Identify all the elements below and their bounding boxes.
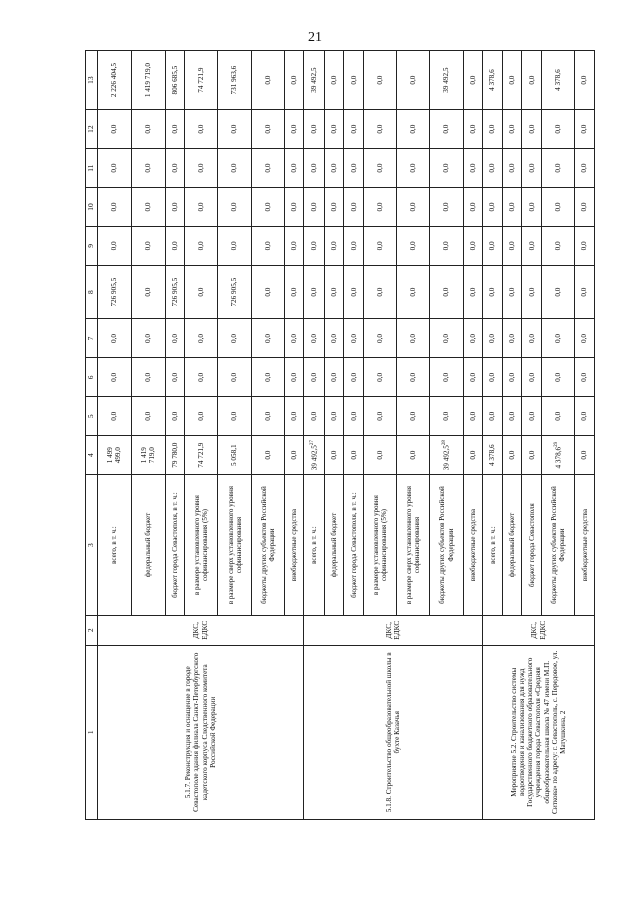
value-cell: 0,0 xyxy=(502,51,522,110)
funding-source: федеральный бюджет xyxy=(324,475,344,616)
value-cell: 0,0 xyxy=(344,436,364,475)
funding-source: в размере установленного уровня софинансирования (5%) xyxy=(364,475,397,616)
value-cell: 0,0 xyxy=(397,51,430,110)
value-cell: 0,0 xyxy=(542,149,575,188)
funding-source: бюджеты других субъектов Российской Федерации xyxy=(430,475,463,616)
funding-source: бюджет города Севастополя xyxy=(522,475,542,616)
value-cell: 0,0 xyxy=(575,319,595,358)
value-cell: 0,0 xyxy=(430,265,463,319)
value-cell: 39 492,5 xyxy=(304,51,324,110)
funding-source: бюджет города Севастополя, в т. ч.: xyxy=(344,475,364,616)
value-cell: 0,0 xyxy=(185,319,218,358)
value-cell: 0,0 xyxy=(522,188,542,227)
budget-table xyxy=(85,50,595,820)
value-cell: 0,0 xyxy=(575,265,595,319)
value-cell: 0,0 xyxy=(575,226,595,265)
value-cell: 0,0 xyxy=(97,188,131,227)
column-number: 10 xyxy=(86,188,98,227)
funding-source: в размере установленного уровня софинансирования (5%) xyxy=(185,475,218,616)
value-cell: 0,0 xyxy=(542,358,575,397)
funding-source: в размере сверх установленного уровня софинансирования xyxy=(397,475,430,616)
value-cell: 0,0 xyxy=(502,188,522,227)
funding-source: федеральный бюджет xyxy=(502,475,522,616)
value-cell: 0,0 xyxy=(185,358,218,397)
value-cell: 0,0 xyxy=(463,358,483,397)
value-cell: 0,0 xyxy=(542,226,575,265)
value-cell: 0,0 xyxy=(483,358,503,397)
value-cell: 0,0 xyxy=(304,319,324,358)
value-cell: 74 721,9 xyxy=(185,51,218,110)
value-cell: 0,0 xyxy=(284,188,304,227)
value-cell: 0,0 xyxy=(397,436,430,475)
value-cell: 0,0 xyxy=(324,188,344,227)
value-cell: 0,0 xyxy=(430,149,463,188)
value-cell: 0,0 xyxy=(97,397,131,436)
value-cell: 0,0 xyxy=(251,358,284,397)
value-cell: 726 905,5 xyxy=(97,265,131,319)
value-cell: 0,0 xyxy=(575,149,595,188)
value-cell: 0,0 xyxy=(575,188,595,227)
value-cell: 0,0 xyxy=(324,436,344,475)
value-cell: 0,0 xyxy=(218,226,251,265)
value-cell: 0,0 xyxy=(284,265,304,319)
value-cell: 0,0 xyxy=(502,110,522,149)
value-cell: 0,0 xyxy=(430,110,463,149)
value-cell: 0,0 xyxy=(483,319,503,358)
value-cell: 0,0 xyxy=(364,436,397,475)
value-cell: 0,0 xyxy=(324,358,344,397)
value-cell: 0,0 xyxy=(251,265,284,319)
value-cell: 0,0 xyxy=(218,149,251,188)
column-number: 4 xyxy=(86,436,98,475)
value-cell: 0,0 xyxy=(364,51,397,110)
value-cell: 0,0 xyxy=(344,397,364,436)
value-cell: 0,0 xyxy=(575,358,595,397)
value-cell: 0,0 xyxy=(185,265,218,319)
value-cell: 0,0 xyxy=(97,358,131,397)
value-cell: 0,0 xyxy=(463,436,483,475)
value-cell: 0,0 xyxy=(304,226,324,265)
value-cell: 0,0 xyxy=(463,149,483,188)
value-cell: 0,0 xyxy=(165,110,185,149)
value-cell: 0,0 xyxy=(185,226,218,265)
value-cell: 0,0 xyxy=(542,188,575,227)
value-cell: 0,0 xyxy=(344,149,364,188)
value-cell: 0,0 xyxy=(575,110,595,149)
value-cell: 0,0 xyxy=(251,149,284,188)
value-cell: 0,0 xyxy=(397,226,430,265)
value-cell: 0,0 xyxy=(304,110,324,149)
value-cell: 0,0 xyxy=(397,397,430,436)
value-cell: 0,0 xyxy=(502,436,522,475)
value-cell: 726 905,5 xyxy=(165,265,185,319)
value-cell: 0,0 xyxy=(463,265,483,319)
column-number: 9 xyxy=(86,226,98,265)
column-number: 11 xyxy=(86,149,98,188)
measure-name: 5.1.7. Реконструкция и оснащение в городе Севастополе здания филиала Санкт-Петербургского кадетского корпуса Следственного комитета Российской Федерации xyxy=(97,645,304,819)
responsible-executor: ДКС, ЕДКС xyxy=(304,616,483,646)
value-cell: 0,0 xyxy=(483,110,503,149)
value-cell: 0,0 xyxy=(218,110,251,149)
value-cell: 0,0 xyxy=(463,226,483,265)
value-cell: 0,0 xyxy=(483,188,503,227)
value-cell: 0,0 xyxy=(522,358,542,397)
value-cell: 0,0 xyxy=(397,319,430,358)
funding-source: бюджеты других субъектов Российской Федерации xyxy=(251,475,284,616)
column-number: 3 xyxy=(86,475,98,616)
value-cell: 0,0 xyxy=(364,358,397,397)
value-cell: 0,0 xyxy=(131,265,165,319)
value-cell: 0,0 xyxy=(251,188,284,227)
value-cell: 0,0 xyxy=(251,397,284,436)
value-cell: 0,0 xyxy=(502,397,522,436)
value-cell: 0,0 xyxy=(251,110,284,149)
value-cell: 0,0 xyxy=(502,265,522,319)
funding-source: федеральный бюджет xyxy=(131,475,165,616)
value-cell: 0,0 xyxy=(463,110,483,149)
value-cell: 0,0 xyxy=(251,51,284,110)
value-cell: 726 905,5 xyxy=(218,265,251,319)
value-cell: 0,0 xyxy=(284,436,304,475)
value-cell: 0,0 xyxy=(218,319,251,358)
value-cell: 731 963,6 xyxy=(218,51,251,110)
value-cell: 0,0 xyxy=(542,319,575,358)
column-number: 2 xyxy=(86,616,98,646)
value-cell: 0,0 xyxy=(344,51,364,110)
value-cell: 1 419 719,0 xyxy=(131,51,165,110)
value-cell: 0,0 xyxy=(165,149,185,188)
table-row xyxy=(97,51,131,820)
value-cell: 0,0 xyxy=(397,188,430,227)
value-cell: 0,0 xyxy=(430,397,463,436)
value-cell: 39 492,5$^{27}$ xyxy=(304,436,324,475)
value-cell: 0,0 xyxy=(284,358,304,397)
value-cell: 0,0 xyxy=(344,319,364,358)
value-cell: 0,0 xyxy=(344,110,364,149)
value-cell: 0,0 xyxy=(364,188,397,227)
value-cell: 39 492,5$^{28}$ xyxy=(430,436,463,475)
value-cell: 0,0 xyxy=(304,265,324,319)
value-cell: 0,0 xyxy=(397,149,430,188)
value-cell: 0,0 xyxy=(522,319,542,358)
footnote-mark: 27 xyxy=(309,440,315,446)
value-cell: 0,0 xyxy=(324,397,344,436)
funding-source: внебюджетные средства xyxy=(463,475,483,616)
value-cell: 0,0 xyxy=(97,319,131,358)
value-cell: 806 685,5 xyxy=(165,51,185,110)
value-cell: 0,0 xyxy=(575,436,595,475)
value-cell: 0,0 xyxy=(344,226,364,265)
value-cell: 0,0 xyxy=(284,149,304,188)
funding-source: в размере сверх установленного уровня софинансирования xyxy=(218,475,251,616)
value-cell: 0,0 xyxy=(542,397,575,436)
value-cell: 0,0 xyxy=(483,149,503,188)
value-cell: 0,0 xyxy=(165,226,185,265)
table-row xyxy=(483,51,503,820)
value-cell: 5 058,1 xyxy=(218,436,251,475)
value-cell: 0,0 xyxy=(463,397,483,436)
measure-name: 5.1.8. Строительство общеобразовательной школы в бухте Казачья xyxy=(304,645,483,819)
value-cell: 1 419 719,0 xyxy=(131,436,165,475)
value-cell: 0,0 xyxy=(284,51,304,110)
value-cell: 0,0 xyxy=(131,319,165,358)
value-cell: 0,0 xyxy=(397,110,430,149)
value-cell: 4 378,6$^{29}$ xyxy=(542,436,575,475)
value-cell: 0,0 xyxy=(131,188,165,227)
value-cell: 0,0 xyxy=(131,226,165,265)
value-cell: 0,0 xyxy=(304,149,324,188)
footnote-mark: 29 xyxy=(553,441,559,447)
value-cell: 4 378,6 xyxy=(483,436,503,475)
column-number: 1 xyxy=(86,645,98,819)
value-cell: 0,0 xyxy=(324,149,344,188)
value-cell: 2 226 404,5 xyxy=(97,51,131,110)
funding-source: бюджеты других субъектов Российской Федерации xyxy=(542,475,575,616)
value-cell: 0,0 xyxy=(522,110,542,149)
value-cell: 0,0 xyxy=(463,51,483,110)
value-cell: 0,0 xyxy=(575,397,595,436)
rotated-table-wrapper xyxy=(85,50,595,820)
value-cell: 0,0 xyxy=(131,397,165,436)
value-cell: 0,0 xyxy=(483,397,503,436)
value-cell: 0,0 xyxy=(251,226,284,265)
responsible-executor: ДКС, ЕДКС xyxy=(483,616,595,646)
column-number: 12 xyxy=(86,110,98,149)
value-cell: 0,0 xyxy=(364,226,397,265)
value-cell: 0,0 xyxy=(364,319,397,358)
funding-source: всего, в т. ч.: xyxy=(304,475,324,616)
value-cell: 0,0 xyxy=(97,149,131,188)
value-cell: 0,0 xyxy=(463,319,483,358)
funding-source: бюджет города Севастополя, в т. ч.: xyxy=(165,475,185,616)
value-cell: 0,0 xyxy=(97,110,131,149)
page-number: 21 xyxy=(308,30,322,45)
value-cell: 0,0 xyxy=(344,188,364,227)
value-cell: 0,0 xyxy=(324,226,344,265)
value-cell: 0,0 xyxy=(522,226,542,265)
value-cell: 0,0 xyxy=(324,265,344,319)
value-cell: 0,0 xyxy=(430,358,463,397)
funding-source: всего, в т. ч.: xyxy=(97,475,131,616)
column-number-row xyxy=(86,51,98,820)
value-cell: 0,0 xyxy=(185,149,218,188)
value-cell: 0,0 xyxy=(522,397,542,436)
value-cell: 0,0 xyxy=(430,188,463,227)
value-cell: 0,0 xyxy=(131,110,165,149)
value-cell: 0,0 xyxy=(218,358,251,397)
table-body xyxy=(97,51,594,820)
value-cell: 0,0 xyxy=(542,110,575,149)
responsible-executor: ДКС, ЕДКС xyxy=(97,616,304,646)
value-cell: 0,0 xyxy=(251,436,284,475)
value-cell: 0,0 xyxy=(324,110,344,149)
value-cell: 0,0 xyxy=(284,319,304,358)
value-cell: 0,0 xyxy=(364,397,397,436)
value-cell: 0,0 xyxy=(502,319,522,358)
value-cell: 0,0 xyxy=(218,397,251,436)
value-cell: 4 378,6 xyxy=(483,51,503,110)
value-cell: 0,0 xyxy=(165,188,185,227)
value-cell: 0,0 xyxy=(502,226,522,265)
value-cell: 0,0 xyxy=(344,358,364,397)
value-cell: 0,0 xyxy=(165,319,185,358)
funding-source: внебюджетные средства xyxy=(284,475,304,616)
value-cell: 0,0 xyxy=(397,265,430,319)
column-number: 7 xyxy=(86,319,98,358)
value-cell: 0,0 xyxy=(324,319,344,358)
value-cell: 0,0 xyxy=(483,265,503,319)
value-cell: 0,0 xyxy=(185,397,218,436)
value-cell: 0,0 xyxy=(131,149,165,188)
value-cell: 0,0 xyxy=(522,149,542,188)
value-cell: 0,0 xyxy=(364,265,397,319)
value-cell: 0,0 xyxy=(97,226,131,265)
value-cell: 0,0 xyxy=(502,149,522,188)
footnote-mark: 28 xyxy=(442,440,448,446)
measure-name: Мероприятие 5.2. Строительство системы водоотведения и канализования для нужд Государственного бюджетного образовательного учреждения города Севастополя «Средняя общеобразовательная школа № 47 имени М.П. Ситкова» по адресу: г. Севастополь, с. Передовое, ул. Матушкина, 2 xyxy=(483,645,595,819)
table-row xyxy=(304,51,324,820)
value-cell: 4 378,6 xyxy=(542,51,575,110)
funding-source: всего, в т. ч.: xyxy=(483,475,503,616)
value-cell: 1 499 499,0 xyxy=(97,436,131,475)
value-cell: 0,0 xyxy=(502,358,522,397)
value-cell: 0,0 xyxy=(397,358,430,397)
value-cell: 0,0 xyxy=(165,397,185,436)
value-cell: 0,0 xyxy=(575,51,595,110)
value-cell: 0,0 xyxy=(251,319,284,358)
value-cell: 0,0 xyxy=(218,188,251,227)
value-cell: 0,0 xyxy=(344,265,364,319)
column-number: 13 xyxy=(86,51,98,110)
value-cell: 0,0 xyxy=(463,188,483,227)
value-cell: 0,0 xyxy=(185,188,218,227)
value-cell: 0,0 xyxy=(304,188,324,227)
value-cell: 39 492,5 xyxy=(430,51,463,110)
value-cell: 0,0 xyxy=(284,397,304,436)
value-cell: 0,0 xyxy=(165,358,185,397)
value-cell: 0,0 xyxy=(430,226,463,265)
value-cell: 0,0 xyxy=(364,110,397,149)
value-cell: 0,0 xyxy=(185,110,218,149)
value-cell: 0,0 xyxy=(522,51,542,110)
column-number: 6 xyxy=(86,358,98,397)
value-cell: 0,0 xyxy=(483,226,503,265)
value-cell: 79 780,0 xyxy=(165,436,185,475)
value-cell: 0,0 xyxy=(542,265,575,319)
value-cell: 74 721,9 xyxy=(185,436,218,475)
value-cell: 0,0 xyxy=(522,265,542,319)
value-cell: 0,0 xyxy=(131,358,165,397)
value-cell: 0,0 xyxy=(522,436,542,475)
value-cell: 0,0 xyxy=(284,110,304,149)
value-cell: 0,0 xyxy=(364,149,397,188)
value-cell: 0,0 xyxy=(324,51,344,110)
funding-source: внебюджетные средства xyxy=(575,475,595,616)
column-number: 8 xyxy=(86,265,98,319)
value-cell: 0,0 xyxy=(284,226,304,265)
value-cell: 0,0 xyxy=(304,358,324,397)
value-cell: 0,0 xyxy=(304,397,324,436)
column-number: 5 xyxy=(86,397,98,436)
value-cell: 0,0 xyxy=(430,319,463,358)
